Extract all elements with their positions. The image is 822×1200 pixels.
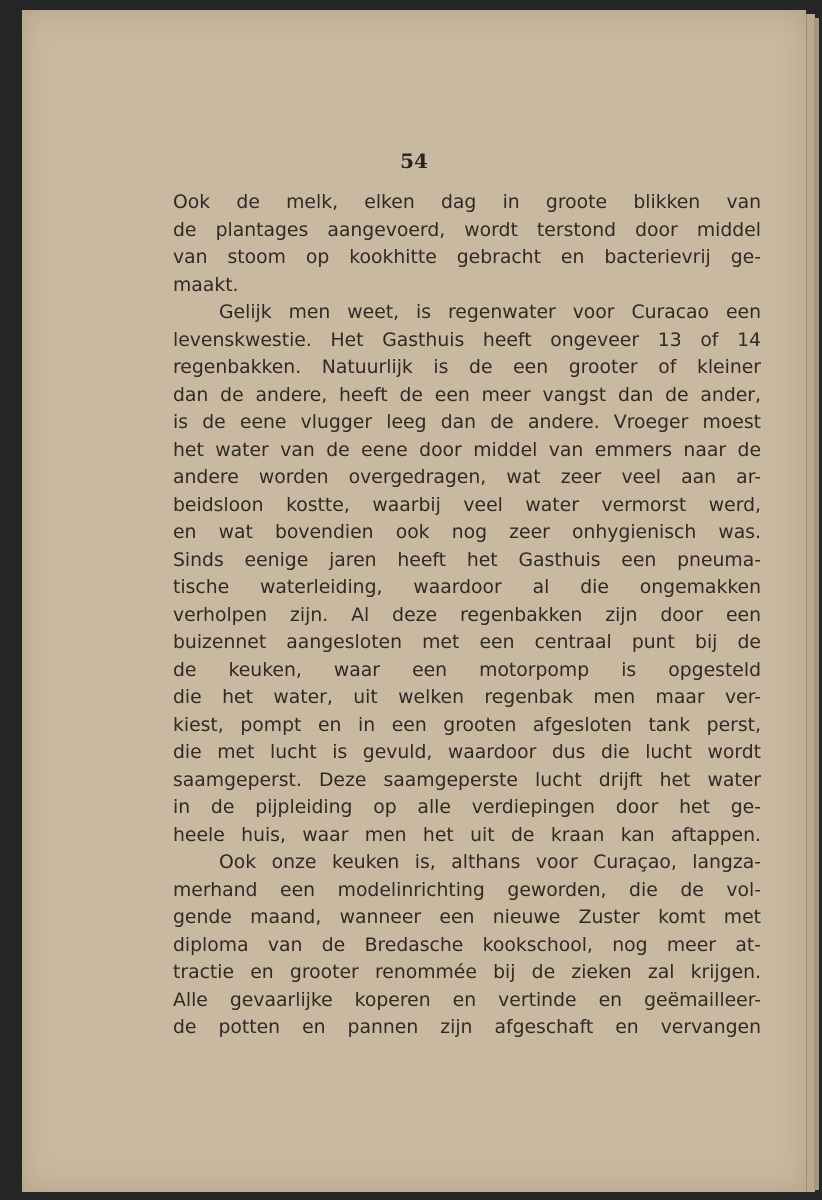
text-line: tische waterleiding, waardoor al die ongemakken [173, 577, 761, 598]
text-line: die met lucht is gevuld, waardoor dus die lucht wordt [173, 742, 761, 763]
text-line: verholpen zijn. Al deze regenbakken zijn door een [173, 604, 761, 626]
text-line: Ook onze keuken is, althans voor Curaçao, langza- [219, 852, 761, 873]
text-line: Sinds eenige jaren heeft het Gasthuis een pneuma- [173, 549, 761, 571]
body-text [173, 189, 761, 1042]
text-line: maakt. [173, 274, 239, 296]
document-page [22, 10, 806, 1192]
text-line: levenskwestie. Het Gasthuis heeft ongeveer 13 of 14 [173, 329, 761, 351]
text-line: regenbakken. Natuurlijk is de een grooter of kleiner [173, 357, 761, 378]
text-line: beidsloon kostte, waarbij veel water vermorst werd, [173, 494, 761, 516]
text-line: Ook de melk, elken dag in groote blikken van [173, 192, 761, 213]
text-line: andere worden overgedragen, wat zeer veel aan ar- [173, 467, 761, 488]
text-line: heele huis, waar men het uit de kraan kan aftappen. [173, 824, 761, 846]
text-line: de potten en pannen zijn afgeschaft en vervangen [173, 1017, 761, 1038]
text-line: tractie en grooter renommée bij de zieken zal krijgen. [173, 962, 761, 983]
text-line: saamgeperst. Deze saamgeperste lucht drijft het water [173, 769, 761, 791]
text-line: Gelijk men weet, is regenwater voor Curacao een [219, 302, 761, 323]
page-edge-under [814, 18, 819, 1190]
text-line: buizennet aangesloten met een centraal punt bij de [173, 632, 761, 653]
text-line: gende maand, wanneer een nieuwe Zuster komt met [173, 907, 761, 928]
text-line: de plantages aangevoerd, wordt terstond door middel [173, 219, 761, 241]
text-line: van stoom op kookhitte gebracht en bacterievrij ge- [173, 247, 761, 268]
text-line: die het water, uit welken regenbak men maar ver- [173, 687, 761, 708]
text-line: kiest, pompt en in een grooten afgesloten tank perst, [173, 714, 761, 736]
text-line: de keuken, waar een motorpomp is opgesteld [173, 659, 761, 681]
text-line: diploma van de Bredasche kookschool, nog meer at- [173, 934, 761, 956]
text-line: Alle gevaarlijke koperen en vertinde en geëmailleer- [173, 989, 761, 1011]
text-line: het water van de eene door middel van emmers naar de [173, 439, 761, 461]
page-number: 54 [400, 149, 428, 173]
text-line: en wat bovendien ook nog zeer onhygienisch was. [173, 522, 761, 543]
text-line: dan de andere, heeft de een meer vangst dan de ander, [173, 384, 761, 406]
text-line: merhand een modelinrichting geworden, die de vol- [173, 879, 761, 901]
text-line: in de pijpleiding op alle verdiepingen door het ge- [173, 797, 761, 818]
text-line: is de eene vlugger leeg dan de andere. Vroeger moest [173, 412, 761, 433]
